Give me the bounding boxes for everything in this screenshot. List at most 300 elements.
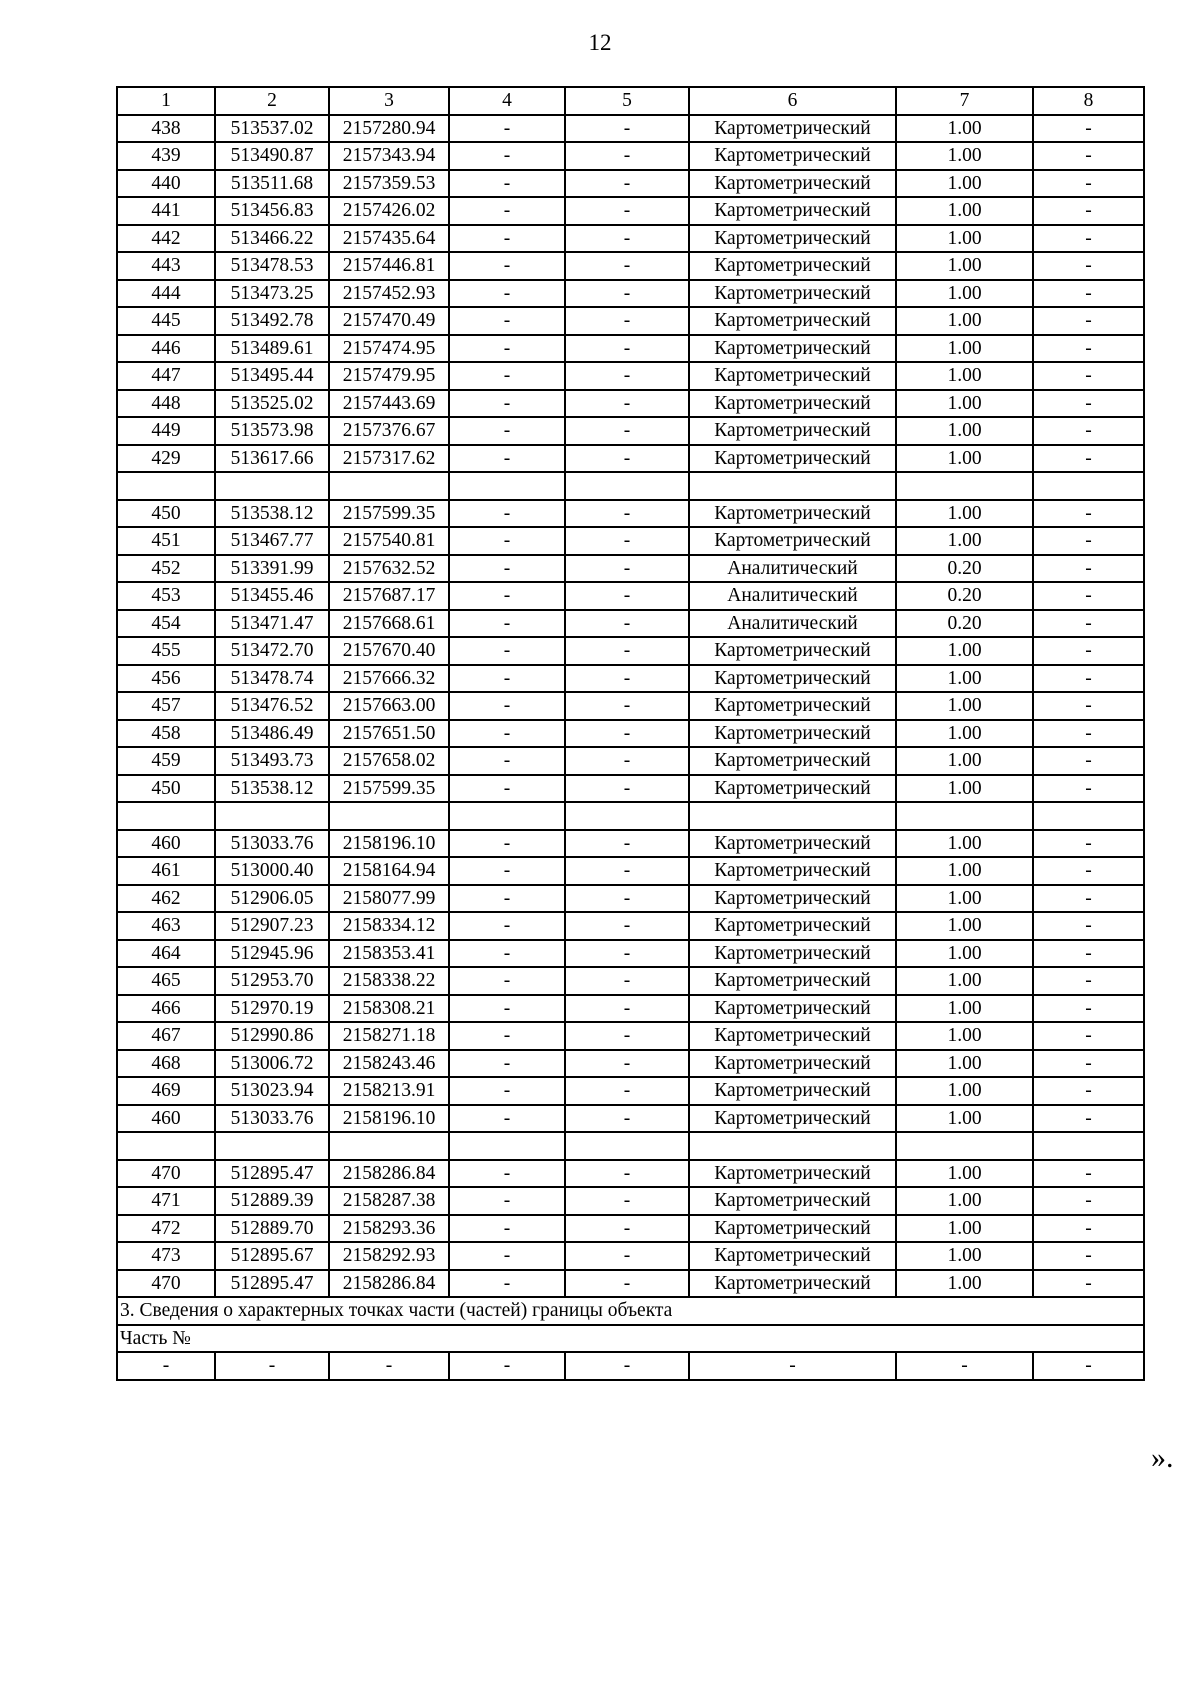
table-cell-col-2: 513537.02: [215, 115, 329, 143]
table-cell-col-1: 471: [117, 1187, 215, 1215]
table-cell-col-4: -: [449, 362, 565, 390]
table-cell-col-2: 513000.40: [215, 857, 329, 885]
table-row: [117, 610, 1144, 638]
table-cell-col-3: 2158334.12: [329, 912, 449, 940]
table-cell-col-1: 469: [117, 1077, 215, 1105]
table-cell-col-8: -: [1033, 885, 1144, 913]
table-cell-col-2: [215, 472, 329, 500]
table-cell-col-3: [329, 472, 449, 500]
part-label: Часть №: [117, 1325, 1144, 1353]
table-cell-col-2: 512907.23: [215, 912, 329, 940]
table-cell-col-6: Картометрический: [689, 417, 896, 445]
table-cell-col-6: Картометрический: [689, 280, 896, 308]
table-cell-col-2: 513472.70: [215, 637, 329, 665]
table-cell-col-3: 2157443.69: [329, 390, 449, 418]
table-cell-col-6: Картометрический: [689, 1105, 896, 1133]
table-cell-col-2: 512945.96: [215, 940, 329, 968]
table-cell-col-3: 2157540.81: [329, 527, 449, 555]
table-cell-col-7: 1.00: [896, 307, 1033, 335]
table-cell-col-8: -: [1033, 555, 1144, 583]
table-cell-col-6: Картометрический: [689, 390, 896, 418]
table-cell-col-5: -: [565, 1160, 689, 1188]
table-cell-col-5: -: [565, 775, 689, 803]
table-cell-col-5: -: [565, 610, 689, 638]
table-cell-col-5: -: [565, 115, 689, 143]
table-row: [117, 720, 1144, 748]
table-cell-col-5: [565, 472, 689, 500]
table-cell-col-3: 2157452.93: [329, 280, 449, 308]
section-title: 3. Сведения о характерных точках части (частей) границы объекта: [117, 1297, 1144, 1325]
table-cell-col-7: 0.20: [896, 610, 1033, 638]
table-cell-col-2: 513495.44: [215, 362, 329, 390]
table-cell-col-1: 460: [117, 830, 215, 858]
table-row: [117, 1242, 1144, 1270]
table-row: [117, 857, 1144, 885]
table-cell-col-1: 452: [117, 555, 215, 583]
table-cell-col-8: -: [1033, 1160, 1144, 1188]
table-cell-col-3: 2158243.46: [329, 1050, 449, 1078]
table-row: [117, 115, 1144, 143]
table-cell-col-5: -: [565, 857, 689, 885]
table-cell-col-6: Аналитический: [689, 610, 896, 638]
table-cell-col-4: -: [449, 1242, 565, 1270]
table-cell-col-8: -: [1033, 1050, 1144, 1078]
table-row: [117, 1077, 1144, 1105]
table-cell-col-3: 2158338.22: [329, 967, 449, 995]
table-cell-col-5: -: [565, 500, 689, 528]
table-cell-col-8: -: [1033, 142, 1144, 170]
table-cell-col-3: 2157317.62: [329, 445, 449, 473]
table-cell-col-6: Картометрический: [689, 1242, 896, 1270]
table-cell-col-3: 2157599.35: [329, 775, 449, 803]
table-cell-col-2: 513478.74: [215, 665, 329, 693]
table-cell-col-1: 440: [117, 170, 215, 198]
table-cell-col-5: -: [565, 912, 689, 940]
table-cell-col-8: 8: [1033, 87, 1144, 115]
table-cell-col-1: 444: [117, 280, 215, 308]
table-cell-col-1: [117, 802, 215, 830]
table-cell-col-7: 1.00: [896, 912, 1033, 940]
table-cell-col-1: 473: [117, 1242, 215, 1270]
table-cell-col-3: 2158196.10: [329, 1105, 449, 1133]
table-cell-col-6: Картометрический: [689, 912, 896, 940]
table-cell-col-6: Картометрический: [689, 1022, 896, 1050]
table-cell-col-6: Картометрический: [689, 1077, 896, 1105]
table-cell-col-3: 2157666.32: [329, 665, 449, 693]
table-cell-col-5: -: [565, 940, 689, 968]
table-cell-col-1: 462: [117, 885, 215, 913]
table-cell-col-6: Картометрический: [689, 857, 896, 885]
table-cell-col-6: Картометрический: [689, 665, 896, 693]
table-cell-col-8: -: [1033, 692, 1144, 720]
table-cell-col-3: 2157280.94: [329, 115, 449, 143]
table-cell-col-6: Картометрический: [689, 1050, 896, 1078]
table-cell-col-6: Картометрический: [689, 335, 896, 363]
table-cell-col-1: 457: [117, 692, 215, 720]
table-cell-col-4: [449, 472, 565, 500]
table-cell-col-4: -: [449, 417, 565, 445]
table-cell-col-3: 2158271.18: [329, 1022, 449, 1050]
table-cell-col-2: 513476.52: [215, 692, 329, 720]
table-cell-col-8: -: [1033, 307, 1144, 335]
table-cell-col-6: Аналитический: [689, 582, 896, 610]
table-cell-col-1: 459: [117, 747, 215, 775]
table-cell-col-2: [215, 1132, 329, 1160]
table-cell-col-5: -: [565, 720, 689, 748]
table-cell-col-5: -: [565, 692, 689, 720]
table-cell-col-6: Картометрический: [689, 747, 896, 775]
table-row: [117, 912, 1144, 940]
table-cell-col-2: 513006.72: [215, 1050, 329, 1078]
table-cell-col-3: 3: [329, 87, 449, 115]
table-cell-col-4: -: [449, 527, 565, 555]
table-cell-col-1: 472: [117, 1215, 215, 1243]
table-cell-col-3: 2158196.10: [329, 830, 449, 858]
table-cell-col-5: -: [565, 197, 689, 225]
table-cell-col-3: 2157426.02: [329, 197, 449, 225]
table-cell-col-6: Картометрический: [689, 115, 896, 143]
table-cell-col-1: 438: [117, 115, 215, 143]
table-cell-col-7: 1.00: [896, 1215, 1033, 1243]
table-cell-col-5: -: [565, 362, 689, 390]
table-cell-col-8: -: [1033, 500, 1144, 528]
table-cell-col-3: 2157599.35: [329, 500, 449, 528]
table-cell-col-6: Картометрический: [689, 197, 896, 225]
table-cell-col-8: [1033, 472, 1144, 500]
table-cell-col-8: -: [1033, 1352, 1144, 1380]
table-cell-col-8: -: [1033, 280, 1144, 308]
table-cell-col-6: Картометрический: [689, 940, 896, 968]
table-cell-col-4: -: [449, 555, 565, 583]
table-cell-col-8: -: [1033, 197, 1144, 225]
table-cell-col-6: [689, 472, 896, 500]
table-cell-col-7: 1.00: [896, 692, 1033, 720]
table-cell-col-3: 2157446.81: [329, 252, 449, 280]
table-cell-col-8: -: [1033, 527, 1144, 555]
table-cell-col-5: -: [565, 142, 689, 170]
table-cell-col-4: -: [449, 830, 565, 858]
table-cell-col-1: 1: [117, 87, 215, 115]
table-cell-col-6: Картометрический: [689, 1187, 896, 1215]
table-cell-col-8: -: [1033, 1270, 1144, 1298]
table-cell-col-6: Картометрический: [689, 1215, 896, 1243]
table-cell-col-8: -: [1033, 170, 1144, 198]
table-cell-col-8: -: [1033, 225, 1144, 253]
table-cell-col-5: -: [565, 1352, 689, 1380]
table-cell-col-5: -: [565, 527, 689, 555]
table-row: [117, 802, 1144, 830]
table-cell-col-4: -: [449, 637, 565, 665]
table-row: [117, 1215, 1144, 1243]
table-cell-col-8: -: [1033, 857, 1144, 885]
table-cell-col-3: 2157343.94: [329, 142, 449, 170]
table-cell-col-4: -: [449, 225, 565, 253]
table-cell-col-1: 450: [117, 500, 215, 528]
table-cell-col-1: 429: [117, 445, 215, 473]
table-cell-col-3: 2158286.84: [329, 1270, 449, 1298]
table-cell-col-2: 513573.98: [215, 417, 329, 445]
table-cell-col-4: -: [449, 1160, 565, 1188]
table-cell-col-7: 1.00: [896, 885, 1033, 913]
table-cell-col-2: -: [215, 1352, 329, 1380]
table-row: [117, 500, 1144, 528]
table-cell-col-3: -: [329, 1352, 449, 1380]
table-cell-col-7: 1.00: [896, 417, 1033, 445]
table-cell-col-2: 513617.66: [215, 445, 329, 473]
table-row: [117, 335, 1144, 363]
table-cell-col-7: 1.00: [896, 1022, 1033, 1050]
table-cell-col-2: 513456.83: [215, 197, 329, 225]
table-cell-col-1: 450: [117, 775, 215, 803]
table-cell-col-6: Картометрический: [689, 142, 896, 170]
table-row: [117, 830, 1144, 858]
table-cell-col-4: -: [449, 142, 565, 170]
table-cell-col-7: 1.00: [896, 995, 1033, 1023]
table-cell-col-6: Картометрический: [689, 170, 896, 198]
table-row: [117, 445, 1144, 473]
table-row: [117, 885, 1144, 913]
table-cell-col-8: -: [1033, 720, 1144, 748]
table-cell-col-2: 512889.70: [215, 1215, 329, 1243]
table-cell-col-1: 465: [117, 967, 215, 995]
table-cell-col-4: -: [449, 610, 565, 638]
table-cell-col-4: -: [449, 390, 565, 418]
table-cell-col-4: -: [449, 857, 565, 885]
table-row: [117, 362, 1144, 390]
table-cell-col-6: Картометрический: [689, 362, 896, 390]
table-row: [117, 1105, 1144, 1133]
table-cell-col-1: 463: [117, 912, 215, 940]
table-cell-col-8: -: [1033, 335, 1144, 363]
table-cell-col-6: Картометрический: [689, 500, 896, 528]
table-cell-col-5: -: [565, 747, 689, 775]
table-cell-col-3: 2157668.61: [329, 610, 449, 638]
table-cell-col-2: 513490.87: [215, 142, 329, 170]
table-cell-col-1: 449: [117, 417, 215, 445]
table-cell-col-3: 2157651.50: [329, 720, 449, 748]
table-cell-col-5: -: [565, 417, 689, 445]
table-cell-col-1: 443: [117, 252, 215, 280]
table-cell-col-1: 470: [117, 1160, 215, 1188]
table-cell-col-3: 2157470.49: [329, 307, 449, 335]
table-cell-col-5: -: [565, 1105, 689, 1133]
table-cell-col-2: 513455.46: [215, 582, 329, 610]
table-row: [117, 692, 1144, 720]
table-cell-col-7: 1.00: [896, 1270, 1033, 1298]
table-cell-col-7: 1.00: [896, 637, 1033, 665]
table-cell-col-2: 513538.12: [215, 775, 329, 803]
table-cell-col-3: 2158293.36: [329, 1215, 449, 1243]
table-cell-col-7: 1.00: [896, 197, 1033, 225]
table-cell-col-1: 466: [117, 995, 215, 1023]
table-cell-col-2: 512990.86: [215, 1022, 329, 1050]
table-cell-col-7: 1.00: [896, 115, 1033, 143]
table-cell-col-4: -: [449, 252, 565, 280]
table-cell-col-5: -: [565, 307, 689, 335]
table-cell-col-2: 513033.76: [215, 1105, 329, 1133]
table-cell-col-8: -: [1033, 252, 1144, 280]
table-cell-col-1: 448: [117, 390, 215, 418]
table-cell-col-4: -: [449, 692, 565, 720]
table-cell-col-7: [896, 472, 1033, 500]
table-cell-col-5: -: [565, 885, 689, 913]
table-row: [117, 225, 1144, 253]
table-cell-col-6: Картометрический: [689, 775, 896, 803]
table-cell-col-7: 1.00: [896, 775, 1033, 803]
table-cell-col-1: 467: [117, 1022, 215, 1050]
table-cell-col-1: 470: [117, 1270, 215, 1298]
table-row: [117, 417, 1144, 445]
table-cell-col-2: 513473.25: [215, 280, 329, 308]
table-cell-col-2: 512889.39: [215, 1187, 329, 1215]
table-cell-col-8: -: [1033, 1187, 1144, 1215]
table-cell-col-2: 512895.47: [215, 1160, 329, 1188]
table-cell-col-6: Картометрический: [689, 967, 896, 995]
table-cell-col-6: 6: [689, 87, 896, 115]
table-cell-col-4: -: [449, 912, 565, 940]
table-cell-col-2: 513471.47: [215, 610, 329, 638]
table-cell-col-7: [896, 1132, 1033, 1160]
table-cell-col-1: 446: [117, 335, 215, 363]
table-cell-col-1: 451: [117, 527, 215, 555]
table-row: [117, 527, 1144, 555]
table-cell-col-4: -: [449, 747, 565, 775]
closing-quote-mark: ».: [1151, 1441, 1174, 1474]
table-cell-col-4: -: [449, 1270, 565, 1298]
dash-row: [117, 1352, 1144, 1380]
table-cell-col-1: 468: [117, 1050, 215, 1078]
table-cell-col-4: -: [449, 967, 565, 995]
table-cell-col-8: [1033, 1132, 1144, 1160]
table-cell-col-4: -: [449, 280, 565, 308]
table-row: [117, 747, 1144, 775]
table-row: [117, 252, 1144, 280]
table-row: [117, 307, 1144, 335]
table-cell-col-4: -: [449, 665, 565, 693]
table-cell-col-8: -: [1033, 967, 1144, 995]
table-cell-col-1: 464: [117, 940, 215, 968]
table-cell-col-7: 1.00: [896, 500, 1033, 528]
table-cell-col-3: 2157670.40: [329, 637, 449, 665]
table-cell-col-2: 513391.99: [215, 555, 329, 583]
table-cell-col-7: 1.00: [896, 967, 1033, 995]
table-cell-col-2: 512970.19: [215, 995, 329, 1023]
table-cell-col-7: 1.00: [896, 1077, 1033, 1105]
table-cell-col-1: 453: [117, 582, 215, 610]
table-cell-col-6: Картометрический: [689, 225, 896, 253]
table-cell-col-7: 1.00: [896, 720, 1033, 748]
table-cell-col-8: -: [1033, 610, 1144, 638]
table-cell-col-2: 512953.70: [215, 967, 329, 995]
table-cell-col-5: -: [565, 335, 689, 363]
table-cell-col-5: -: [565, 1215, 689, 1243]
table-cell-col-4: 4: [449, 87, 565, 115]
table-cell-col-6: Аналитический: [689, 555, 896, 583]
table-cell-col-2: 513538.12: [215, 500, 329, 528]
table-cell-col-4: -: [449, 115, 565, 143]
table-cell-col-6: [689, 1132, 896, 1160]
table-row: [117, 1160, 1144, 1188]
table-cell-col-1: 461: [117, 857, 215, 885]
table-cell-col-8: -: [1033, 637, 1144, 665]
table-cell-col-7: -: [896, 1352, 1033, 1380]
table-cell-col-4: -: [449, 1215, 565, 1243]
table-cell-col-4: -: [449, 1105, 565, 1133]
table-row: [117, 1187, 1144, 1215]
table-cell-col-4: -: [449, 170, 565, 198]
table-cell-col-5: -: [565, 555, 689, 583]
table-row: [117, 637, 1144, 665]
table-cell-col-7: 1.00: [896, 1160, 1033, 1188]
table-cell-col-6: Картометрический: [689, 1270, 896, 1298]
table-cell-col-4: -: [449, 307, 565, 335]
table-cell-col-8: -: [1033, 747, 1144, 775]
table-row: [117, 582, 1144, 610]
table-cell-col-5: -: [565, 995, 689, 1023]
table-cell-col-1: -: [117, 1352, 215, 1380]
table-cell-col-8: -: [1033, 445, 1144, 473]
table-cell-col-3: 2158164.94: [329, 857, 449, 885]
table-cell-col-5: -: [565, 170, 689, 198]
table-cell-col-3: 2157687.17: [329, 582, 449, 610]
table-cell-col-4: -: [449, 1077, 565, 1105]
table-cell-col-7: 1.00: [896, 857, 1033, 885]
table-cell-col-4: -: [449, 500, 565, 528]
table-cell-col-8: -: [1033, 582, 1144, 610]
table-cell-col-5: [565, 1132, 689, 1160]
table-cell-col-1: 447: [117, 362, 215, 390]
table-cell-col-6: -: [689, 1352, 896, 1380]
table-header-row: [117, 87, 1144, 115]
table-cell-col-2: 512895.67: [215, 1242, 329, 1270]
table-row: [117, 1050, 1144, 1078]
table-cell-col-1: 456: [117, 665, 215, 693]
table-cell-col-3: 2158353.41: [329, 940, 449, 968]
table-cell-col-5: -: [565, 280, 689, 308]
table-row: [117, 775, 1144, 803]
table-cell-col-2: 513511.68: [215, 170, 329, 198]
table-row: [117, 1022, 1144, 1050]
table-cell-col-7: 1.00: [896, 390, 1033, 418]
table-cell-col-1: 441: [117, 197, 215, 225]
table-cell-col-6: Картометрический: [689, 637, 896, 665]
table-cell-col-8: -: [1033, 912, 1144, 940]
table-cell-col-4: -: [449, 197, 565, 225]
table-cell-col-5: -: [565, 252, 689, 280]
table-cell-col-5: -: [565, 1187, 689, 1215]
table-row: [117, 280, 1144, 308]
table-cell-col-5: -: [565, 390, 689, 418]
table-cell-col-6: Картометрический: [689, 885, 896, 913]
table-cell-col-2: 513489.61: [215, 335, 329, 363]
table-row: [117, 1132, 1144, 1160]
table-cell-col-3: 2157435.64: [329, 225, 449, 253]
table-cell-col-7: 1.00: [896, 445, 1033, 473]
table-cell-col-6: Картометрический: [689, 830, 896, 858]
table-cell-col-8: -: [1033, 115, 1144, 143]
table-cell-col-8: -: [1033, 417, 1144, 445]
table-cell-col-5: -: [565, 1242, 689, 1270]
table-cell-col-5: 5: [565, 87, 689, 115]
table-cell-col-3: 2157479.95: [329, 362, 449, 390]
table-cell-col-6: Картометрический: [689, 307, 896, 335]
table-cell-col-4: -: [449, 775, 565, 803]
table-cell-col-4: -: [449, 335, 565, 363]
table-cell-col-7: [896, 802, 1033, 830]
table-cell-col-8: -: [1033, 830, 1144, 858]
table-cell-col-1: 442: [117, 225, 215, 253]
table-cell-col-8: -: [1033, 1215, 1144, 1243]
